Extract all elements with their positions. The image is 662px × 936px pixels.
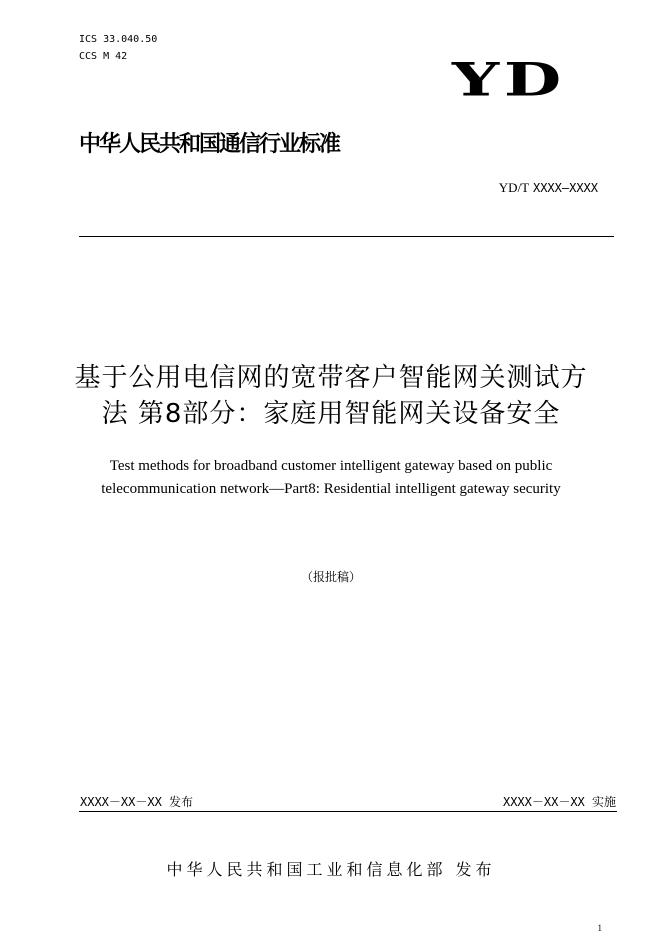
publish-date: XXXX－XX－XX 发布	[80, 795, 194, 809]
ics-code: ICS 33.040.50	[79, 34, 158, 45]
standard-number-prefix: YD/T	[498, 180, 530, 195]
yd-logo: YD	[452, 52, 566, 107]
chinese-title	[40, 360, 622, 432]
chinese-title-line-1: 基于公用电信网的宽带客户智能网关测试方	[74, 363, 588, 393]
english-title-line-2: telecommunication network—Part8: Residential intelligent gateway security	[101, 481, 561, 497]
issuing-authority: 中华人民共和国工业和信息化部 发布	[166, 860, 496, 879]
chinese-title-line-2: 法 第8部分：家庭用智能网关设备安全	[101, 399, 561, 429]
standard-number	[499, 181, 598, 195]
page-number: 1	[597, 923, 602, 933]
draft-status: （报批稿）	[300, 570, 361, 584]
english-title-line-1: Test methods for broadband customer intelligent gateway based on public	[109, 458, 553, 474]
implement-date: XXXX－XX－XX 实施	[502, 795, 616, 809]
footer-divider	[79, 811, 617, 812]
industry-standard-heading: 中华人民共和国通信行业标准	[79, 132, 340, 157]
english-title	[60, 455, 602, 501]
header-divider	[79, 236, 614, 237]
standard-number-value: XXXX—XXXX	[532, 181, 598, 195]
ccs-code: CCS M 42	[79, 51, 128, 62]
